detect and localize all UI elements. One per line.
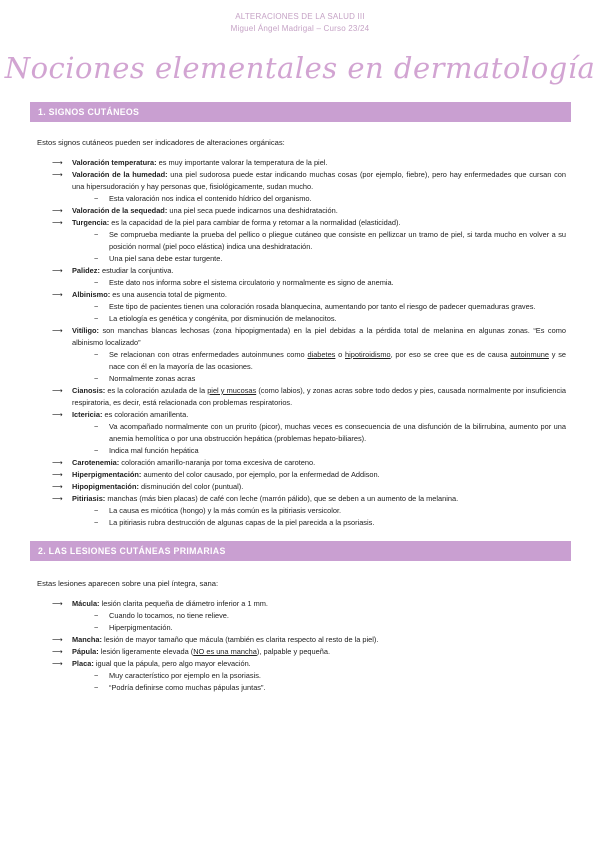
item-label: Vitíligo:: [72, 326, 99, 335]
item-label: Placa:: [72, 659, 94, 668]
sub-item: [94, 670, 566, 682]
sub-item: [94, 349, 566, 373]
arrow-icon: ⟶: [52, 494, 63, 503]
item-label: Pitiriasis:: [72, 494, 106, 503]
item-label: Hiperpigmentación:: [72, 470, 142, 479]
item-label: Cianosis:: [72, 386, 106, 395]
list-item: [52, 157, 566, 169]
list-item: [52, 409, 566, 457]
sub-item-text-underlined: hipotiroidismo: [345, 350, 391, 359]
signos-list: [52, 157, 566, 529]
list-item: [52, 265, 566, 289]
sub-item-text: Muy característico por ejemplo en la psoriasis.: [109, 671, 261, 680]
dash-icon: −: [94, 314, 99, 323]
item-text: una piel seca puede indicarnos una deshidratación.: [167, 206, 338, 215]
sub-item-text: Esta valoración nos indica el contenido hídrico del organismo.: [109, 194, 312, 203]
dash-icon: −: [94, 278, 99, 287]
item-label: Palidez:: [72, 266, 100, 275]
sub-item: [94, 421, 566, 445]
course-title: ALTERACIONES DE LA SALUD III: [235, 12, 365, 21]
dash-icon: −: [94, 254, 99, 263]
item-label: Albinismo:: [72, 290, 111, 299]
sub-list: [72, 301, 566, 325]
sub-item: [94, 505, 566, 517]
item-text: es coloración amarillenta.: [102, 410, 189, 419]
section-heading-lesiones: 2. LAS LESIONES CUTÁNEAS PRIMARIAS: [30, 541, 571, 561]
arrow-icon: ⟶: [52, 470, 63, 479]
item-label: Hipopigmentación:: [72, 482, 139, 491]
document-header: [0, 0, 600, 35]
sub-item-text: “Podría definirse como muchas pápulas juntas”.: [109, 683, 266, 692]
sub-item-text: La causa es micótica (hongo) y la más común es la pitiriasis versicolor.: [109, 506, 342, 515]
dash-icon: −: [94, 518, 99, 527]
sub-item: [94, 373, 566, 385]
item-text: es una ausencia total de pigmento.: [110, 290, 227, 299]
arrow-icon: ⟶: [52, 158, 63, 167]
dash-icon: −: [94, 611, 99, 620]
item-text: es muy importante valorar la temperatura de la piel.: [156, 158, 328, 167]
item-label: Carotenemia:: [72, 458, 120, 467]
sub-list: [72, 229, 566, 265]
list-item: [52, 469, 566, 481]
item-text: lesión de mayor tamaño que mácula (también es clarita respecto al resto de la piel).: [101, 635, 379, 644]
item-text: (como labios), y zonas acras sobre todo dedos y pies, causada normalmente por insuficiencia respiratoria, es decir, está relacionada con problemas respiratorios.: [72, 386, 566, 407]
list-item: [52, 205, 566, 217]
item-label: Mácula:: [72, 599, 100, 608]
sub-list: [72, 349, 566, 385]
dash-icon: −: [94, 683, 99, 692]
sub-item: [94, 229, 566, 253]
sub-list: [72, 421, 566, 457]
arrow-icon: ⟶: [52, 326, 63, 335]
arrow-icon: ⟶: [52, 218, 63, 227]
section-intro: Estos signos cutáneos pueden ser indicadores de alteraciones orgánicas:: [37, 138, 285, 147]
list-item: [52, 217, 566, 265]
item-text: ), palpable y pequeña.: [256, 647, 331, 656]
dash-icon: −: [94, 446, 99, 455]
sub-item: [94, 622, 566, 634]
sub-item-text: Hiperpigmentación.: [109, 623, 173, 632]
author-course: Miguel Ángel Madrigal – Curso 23/24: [230, 24, 370, 33]
list-item: [52, 598, 566, 634]
arrow-icon: ⟶: [52, 458, 63, 467]
arrow-icon: ⟶: [52, 170, 63, 179]
sub-item-text: Se relacionan con otras enfermedades autoinmunes como: [109, 350, 308, 359]
dash-icon: −: [94, 302, 99, 311]
sub-item-text: Este dato nos informa sobre el sistema circulatorio y normalmente es signo de anemia.: [109, 278, 394, 287]
sub-item: [94, 610, 566, 622]
sub-item-text-underlined: diabetes: [307, 350, 336, 359]
list-item: [52, 481, 566, 493]
item-text: una piel sudorosa puede estar indicando muchas cosas (por ejemplo, fiebre), pero hay enfermedades que cursan con una hipersudoración y hay personas que, fisiológicamente, sudan mucho.: [72, 170, 567, 191]
list-item: [52, 493, 566, 529]
item-label: Mancha:: [72, 635, 102, 644]
item-text: lesión ligeramente elevada (: [98, 647, 194, 656]
sub-item: [94, 277, 566, 289]
sub-item: [94, 517, 566, 529]
sub-item-text: Una piel sana debe estar turgente.: [109, 254, 223, 263]
sub-item: [94, 445, 566, 457]
arrow-icon: ⟶: [52, 635, 63, 644]
item-text: coloración amarillo-naranja por toma excesiva de caroteno.: [119, 458, 316, 467]
item-label: Valoración de la humedad:: [72, 170, 168, 179]
item-label: Pápula:: [72, 647, 99, 656]
list-item: [52, 646, 566, 658]
sub-item-text: o: [335, 350, 346, 359]
item-text: disminución del color (puntual).: [138, 482, 244, 491]
item-text: son manchas blancas lechosas (zona hipopigmentada) en la piel debidas a la pérdida total de melanina en algunas zonas. “Es como albinismo localizado”: [72, 326, 566, 347]
dash-icon: −: [94, 374, 99, 383]
item-label: Valoración temperatura:: [72, 158, 157, 167]
dash-icon: −: [94, 623, 99, 632]
item-text: manchas (más bien placas) de café con leche (marrón pálido), que se deben a un aumento de la melanina.: [105, 494, 459, 503]
sub-item: [94, 301, 566, 313]
item-text: estudiar la conjuntiva.: [99, 266, 174, 275]
item-text: es la capacidad de la piel para cambiar de forma y retomar a la normalidad (elasticidad).: [109, 218, 401, 227]
sub-item-text: Cuando lo tocamos, no tiene relieve.: [109, 611, 229, 620]
sub-item-text: La pitiriasis rubra destrucción de algunas capas de la piel parecida a la psoriasis.: [109, 518, 375, 527]
dash-icon: −: [94, 194, 99, 203]
sub-item: [94, 253, 566, 265]
arrow-icon: ⟶: [52, 410, 63, 419]
list-item: [52, 658, 566, 694]
sub-list: [72, 610, 566, 634]
list-item: [52, 289, 566, 325]
dash-icon: −: [94, 422, 99, 431]
arrow-icon: ⟶: [52, 206, 63, 215]
item-text: igual que la pápula, pero algo mayor elevación.: [93, 659, 251, 668]
sub-item-text: Va acompañado normalmente con un prurito (picor), muchas veces es consecuencia de una disfunción de la bilirrubina, aumento por una anemia hemolítica o por una obstrucción hepática (problemas hepato-biliares).: [109, 422, 566, 443]
arrow-icon: ⟶: [52, 599, 63, 608]
sub-item-text: Indica mal función hepática: [109, 446, 199, 455]
dash-icon: −: [94, 671, 99, 680]
dash-icon: −: [94, 506, 99, 515]
sub-item-text-underlined: autoinmune: [510, 350, 549, 359]
item-text: lesión clarita pequeña de diámetro inferior a 1 mm.: [99, 599, 268, 608]
lesiones-list: [52, 598, 566, 694]
arrow-icon: ⟶: [52, 659, 63, 668]
item-text: es la coloración azulada de la: [105, 386, 208, 395]
sub-item-text: y se nace con él en la mayoría de las ocasiones.: [109, 350, 566, 371]
sub-item-text: Normalmente zonas acras: [109, 374, 196, 383]
section-heading-signos: 1. SIGNOS CUTÁNEOS: [30, 102, 571, 122]
sub-item-text: Este tipo de pacientes tienen una coloración rosada blanquecina, aumentando por tanto el riesgo de padecer quemaduras graves.: [109, 302, 536, 311]
list-item: [52, 634, 566, 646]
sub-list: [72, 193, 566, 205]
document-title: Nociones elementales en dermatología: [4, 51, 596, 85]
sub-item: [94, 193, 566, 205]
arrow-icon: ⟶: [52, 482, 63, 491]
dash-icon: −: [94, 350, 99, 359]
item-text-underlined: NO es una mancha: [193, 647, 257, 656]
item-label: Ictericia:: [72, 410, 103, 419]
arrow-icon: ⟶: [52, 386, 63, 395]
arrow-icon: ⟶: [52, 266, 63, 275]
list-item: [52, 457, 566, 469]
sub-item-text: , por eso se cree que es de causa: [390, 350, 511, 359]
item-label: Valoración de la sequedad:: [72, 206, 168, 215]
dash-icon: −: [94, 230, 99, 239]
sub-item-text: Se comprueba mediante la prueba del pellico o pliegue cutáneo que consiste en pellizcar un tramo de piel, si tarda mucho en volver a su posición normal (piel poco elástica) indica una deshidratación.: [109, 230, 566, 251]
sub-item: [94, 313, 566, 325]
arrow-icon: ⟶: [52, 647, 63, 656]
item-label: Turgencia:: [72, 218, 110, 227]
sub-item-text: La etiología es genética y congénita, por disminución de melanocitos.: [109, 314, 337, 323]
arrow-icon: ⟶: [52, 290, 63, 299]
item-text-underlined: piel y mucosas: [207, 386, 257, 395]
sub-list: [72, 505, 566, 529]
section-intro: Estas lesiones aparecen sobre una piel íntegra, sana:: [37, 579, 219, 588]
sub-list: [72, 670, 566, 694]
item-text: aumento del color causado, por ejemplo, por la enfermedad de Addison.: [141, 470, 380, 479]
list-item: [52, 325, 566, 385]
sub-list: [72, 277, 566, 289]
list-item: [52, 385, 566, 409]
list-item: [52, 169, 566, 205]
sub-item: [94, 682, 566, 694]
